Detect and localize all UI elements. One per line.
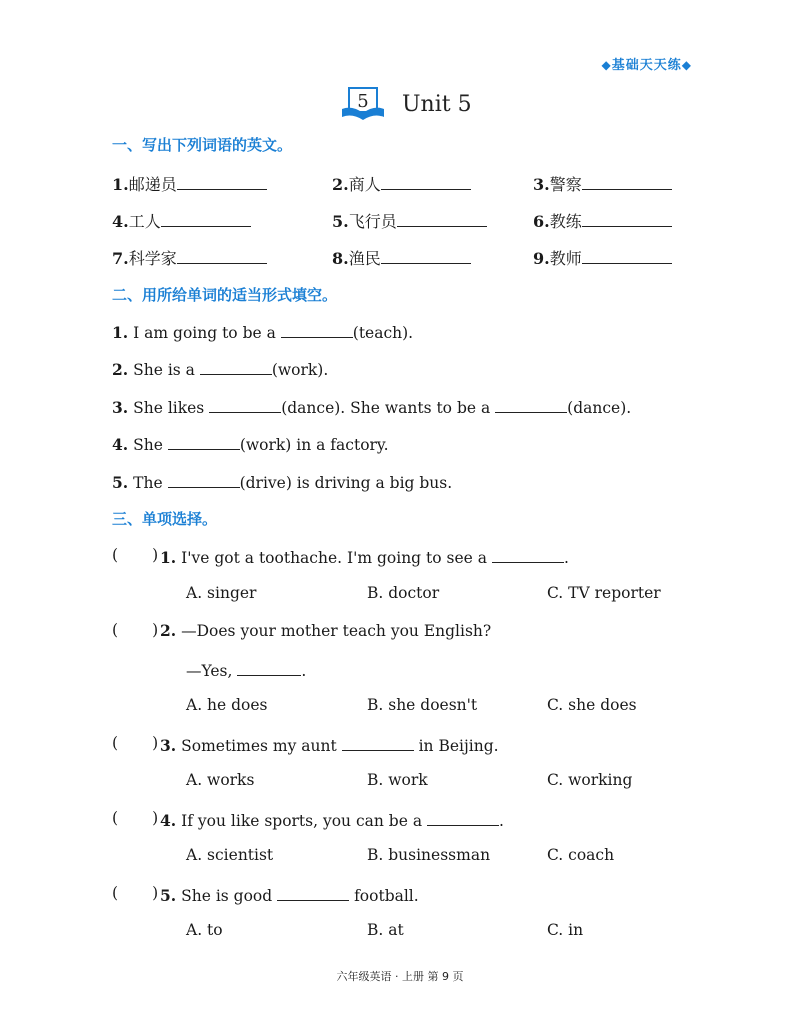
answer-blank[interactable] bbox=[277, 884, 349, 901]
question-text: 5. She is good football. bbox=[160, 886, 419, 905]
option-a[interactable]: A. he does bbox=[186, 696, 268, 714]
option-a[interactable]: A. to bbox=[186, 921, 223, 939]
option-a[interactable]: A. works bbox=[186, 771, 255, 789]
option-c[interactable]: C. in bbox=[547, 921, 584, 939]
answer-blank[interactable] bbox=[177, 173, 267, 190]
answer-blank[interactable] bbox=[381, 173, 471, 190]
tag-text: 基础天天练 bbox=[611, 58, 682, 73]
answer-blank[interactable] bbox=[281, 321, 353, 338]
answer-blank[interactable] bbox=[492, 546, 564, 563]
option-b[interactable]: B. she doesn't bbox=[367, 696, 478, 714]
option-b[interactable]: B. businessman bbox=[367, 846, 491, 864]
answer-blank[interactable] bbox=[168, 433, 240, 450]
answer-blank[interactable] bbox=[582, 247, 672, 264]
fill-in-sentence: 5. The (drive) is driving a big bus. bbox=[112, 473, 453, 492]
answer-paren[interactable]: ( ) bbox=[112, 884, 159, 902]
option-b[interactable]: B. at bbox=[367, 921, 404, 939]
page-title: Unit 5 bbox=[402, 91, 472, 117]
answer-blank[interactable] bbox=[582, 210, 672, 227]
answer-blank[interactable] bbox=[342, 734, 414, 751]
answer-paren[interactable]: ( ) bbox=[112, 621, 159, 639]
word-item: 4.工人 bbox=[112, 209, 251, 232]
answer-paren[interactable]: ( ) bbox=[112, 809, 159, 827]
diamond-right-icon: ◆ bbox=[681, 58, 692, 72]
question-text: 3. Sometimes my aunt in Beijing. bbox=[160, 736, 499, 755]
answer-blank[interactable] bbox=[209, 396, 281, 413]
unit-number: 5 bbox=[357, 91, 369, 112]
word-item: 1.邮递员 bbox=[112, 172, 267, 195]
answer-blank[interactable] bbox=[582, 173, 672, 190]
answer-blank[interactable] bbox=[495, 396, 567, 413]
section1-title: 一、写出下列词语的英文。 bbox=[112, 136, 293, 154]
answer-blank[interactable] bbox=[168, 471, 240, 488]
fill-in-sentence: 4. She (work) in a factory. bbox=[112, 435, 389, 454]
section-tag bbox=[602, 54, 692, 73]
answer-paren[interactable]: ( ) bbox=[112, 546, 159, 564]
unit-heading bbox=[340, 86, 472, 122]
word-item: 2.商人 bbox=[332, 172, 471, 195]
option-a[interactable]: A. singer bbox=[186, 584, 257, 602]
option-c[interactable]: C. TV reporter bbox=[547, 584, 661, 602]
answer-blank[interactable] bbox=[200, 358, 272, 375]
question-text-line2: —Yes, . bbox=[186, 659, 306, 680]
question-text: 4. If you like sports, you can be a . bbox=[160, 811, 504, 830]
word-item: 8.渔民 bbox=[332, 246, 471, 269]
section3-title: 三、单项选择。 bbox=[112, 510, 218, 528]
word-item: 7.科学家 bbox=[112, 246, 267, 269]
question-text: 2. —Does your mother teach you English? bbox=[160, 621, 492, 640]
answer-blank[interactable] bbox=[427, 809, 499, 826]
question-text: 1. I've got a toothache. I'm going to see a . bbox=[160, 548, 569, 567]
fill-in-sentence: 2. She is a (work). bbox=[112, 360, 329, 379]
word-item: 6.教练 bbox=[533, 209, 672, 232]
answer-blank[interactable] bbox=[397, 210, 487, 227]
option-b[interactable]: B. doctor bbox=[367, 584, 440, 602]
answer-blank[interactable] bbox=[177, 247, 267, 264]
answer-blank[interactable] bbox=[161, 210, 251, 227]
section2-title: 二、用所给单词的适当形式填空。 bbox=[112, 286, 338, 304]
word-item: 9.教师 bbox=[533, 246, 672, 269]
option-a[interactable]: A. scientist bbox=[186, 846, 274, 864]
fill-in-sentence: 1. I am going to be a (teach). bbox=[112, 323, 414, 342]
option-c[interactable]: C. she does bbox=[547, 696, 637, 714]
answer-blank[interactable] bbox=[237, 659, 301, 676]
answer-paren[interactable]: ( ) bbox=[112, 734, 159, 752]
word-item: 5.飞行员 bbox=[332, 209, 487, 232]
option-b[interactable]: B. work bbox=[367, 771, 428, 789]
option-c[interactable]: C. coach bbox=[547, 846, 615, 864]
page-footer: 六年级英语 · 上册 第 9 页 bbox=[336, 970, 464, 983]
answer-blank[interactable] bbox=[381, 247, 471, 264]
option-c[interactable]: C. working bbox=[547, 771, 633, 789]
diamond-left-icon: ◆ bbox=[601, 58, 612, 72]
word-item: 3.警察 bbox=[533, 172, 672, 195]
fill-in-sentence: 3. She likes (dance). She wants to be a (dance). bbox=[112, 398, 632, 417]
open-book-icon bbox=[340, 87, 386, 121]
